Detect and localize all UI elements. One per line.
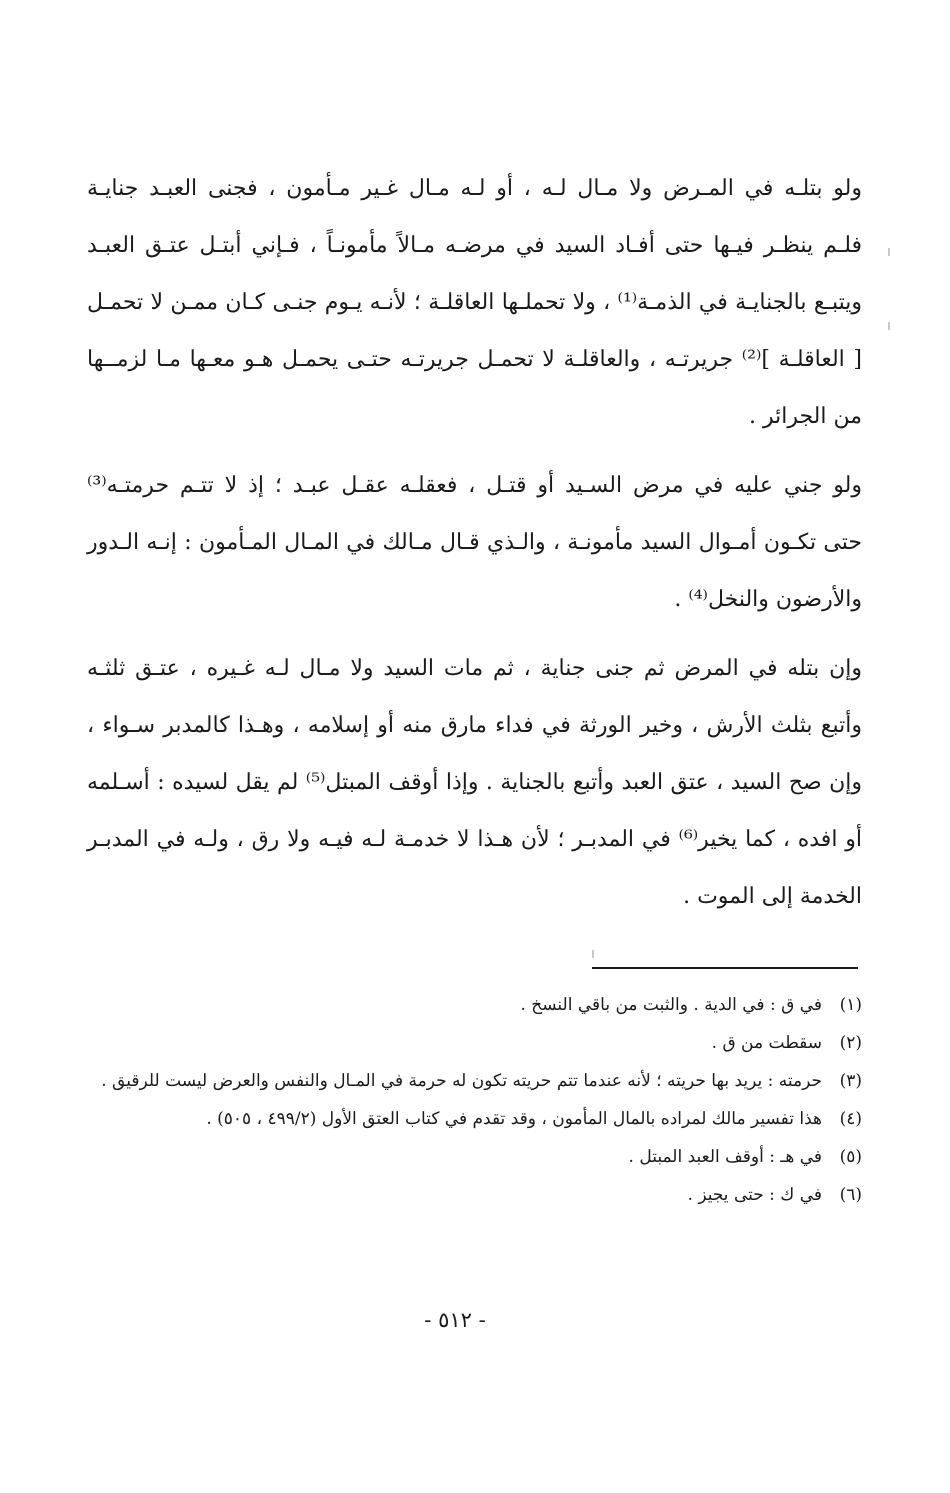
footnote-number: (٣) (839, 1071, 862, 1091)
footnote-item (84, 1100, 862, 1138)
text-line: والأرضون والنخل⁽⁴⁾ . (674, 587, 862, 612)
footnote-text: سقطت من ق . (711, 1033, 822, 1053)
footnote-divider (592, 967, 858, 969)
footnote-number: (٢) (839, 1033, 862, 1053)
scan-speck (888, 248, 890, 256)
scan-speck (888, 322, 890, 330)
footnote-number: (٥) (839, 1147, 862, 1167)
text-line: الخدمة إلى الموت . (683, 884, 862, 909)
text-line: فلـم ينظـر فيـها حتى أفـاد السيد في مرضـه مـالاً مأمونـاً ، فـإني أبتـل عتـق العبـد (87, 233, 862, 258)
footnote-text: هذا تفسير مالك لمراده بالمال المأمون ، وقد تقدم في كتاب العتق الأول (٤٩٩/٢ ، ٥٠٥) . (206, 1109, 822, 1129)
text-line: من الجرائر . (748, 404, 862, 429)
text-line: ولو بتلـه في المـرض ولا مـال لـه ، أو لـه مـال غـير مـأمون ، فجنى العبـد جنايـة (87, 176, 862, 201)
paragraph-1 (87, 160, 862, 445)
footnote-text: في هـ : أوقف العبد المبتل . (628, 1147, 822, 1167)
footnote-number: (٤) (839, 1109, 862, 1129)
text-line: وأتبع بثلث الأرش ، وخير الورثة في فداء مارق منه أو إسلامه ، وهـذا كالمدبر سـواء ، (87, 713, 862, 738)
text-line: ولو جني عليه في مرض السـيد أو قتـل ، فعقلـه عقـل عبـد ؛ إذ لا تتـم حرمتـه⁽³⁾ (87, 473, 862, 498)
footnote-text: في ك : حتى يجيز . (687, 1185, 822, 1205)
paragraph-2 (87, 457, 862, 628)
text-line: أو افده ، كما يخير⁽⁶⁾ في المدبـر ؛ لأن هـذا لا خدمـة لـه فيـه ولا رق ، ولـه في المدبـر (87, 827, 862, 852)
footnote-text: حرمته : يريد بها حريته ؛ لأنه عندما تتم حريته تكون له حرمة في المـال والنفس والعرض ليست للرقيق . (101, 1071, 822, 1091)
main-text (87, 160, 862, 937)
footnote-text: في ق : في الدية . والثبت من باقي النسخ . (520, 995, 822, 1015)
footnote-item (84, 1176, 862, 1214)
footnote-number: (١) (839, 995, 862, 1015)
text-line: حتى تكـون أمـوال السيد مأمونـة ، والـذي قـال مـالك في المـال المـأمون : إنـه الـدور (87, 530, 862, 555)
text-line: وإن بتله في المرض ثم جنى جناية ، ثم مات السيد ولا مـال لـه غـيره ، عتـق ثلثـه (87, 656, 862, 681)
scan-speck (592, 950, 594, 958)
footnote-number: (٦) (839, 1185, 862, 1205)
footnote-item (84, 1062, 862, 1100)
footnote-item (84, 1024, 862, 1062)
text-line: وإن صح السيد ، عتق العبد وأتبع بالجناية . وإذا أوقف المبتل⁽⁵⁾ لم يقل لسيده : أسـلمه (87, 770, 862, 795)
page-number: - ٥١٢ - (424, 1308, 486, 1332)
footnote-item (84, 1138, 862, 1176)
footnotes (84, 986, 862, 1214)
text-line: [ العاقلـة ]⁽²⁾ جريرتـه ، والعاقلـة لا تحمـل جريرتـه حتـى يحمـل هـو معـها مـا لزمــها (87, 347, 862, 372)
text-line: ويتبـع بالجنايـة في الذمـة⁽¹⁾ ، ولا تحملـها العاقلـة ؛ لأنـه يـوم جنـى كـان ممـن لا تحمـل (87, 290, 862, 315)
paragraph-3 (87, 640, 862, 925)
footnote-item (84, 986, 862, 1024)
